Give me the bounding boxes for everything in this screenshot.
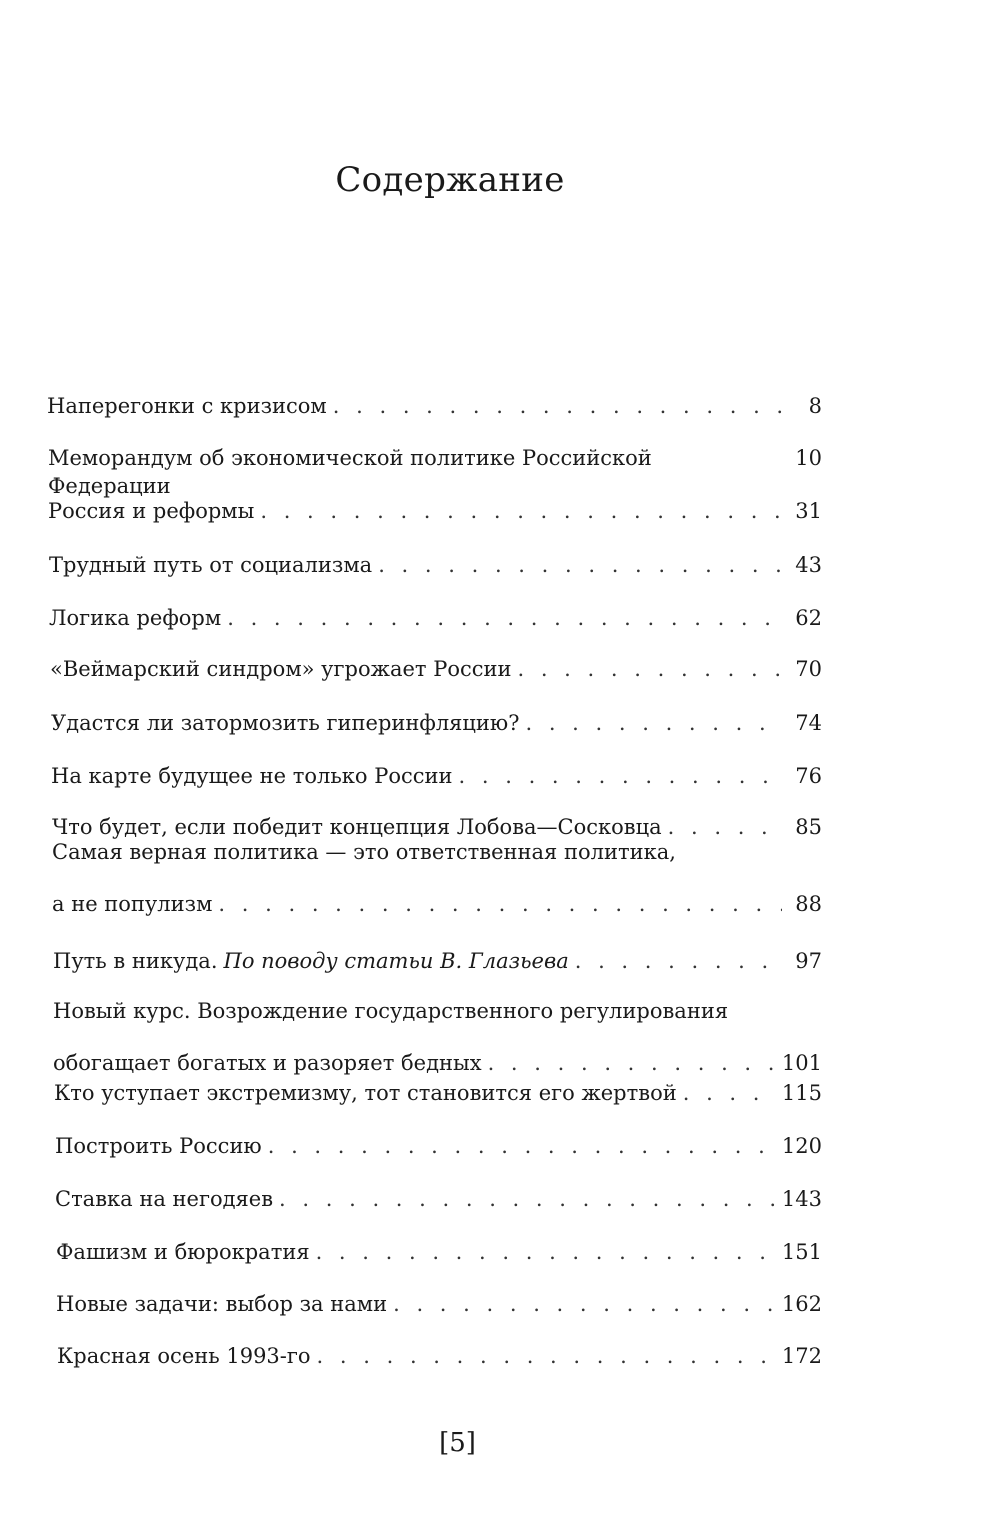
toc-entry (48, 444, 822, 500)
toc-page-number: 101 (781, 1051, 822, 1075)
toc-page-number: 62 (795, 606, 822, 630)
toc-entry (55, 1185, 822, 1213)
toc-entry-title: Путь в никуда. (53, 949, 218, 973)
toc-entry (50, 655, 822, 683)
toc-page-number: 97 (795, 949, 822, 973)
toc-page-number: 88 (795, 892, 822, 916)
dot-leader (378, 551, 782, 579)
toc-page-number: 8 (808, 394, 822, 418)
toc-entry-title: а не популизм (52, 892, 213, 916)
dot-leader (279, 1185, 776, 1213)
toc-entry (56, 1238, 822, 1266)
toc-entry-title: Наперегонки с кризисом (47, 394, 327, 418)
toc-page-number: 143 (781, 1187, 822, 1211)
toc-page-number: 31 (795, 499, 822, 523)
toc-entry (49, 604, 822, 632)
toc-entry (53, 997, 822, 1077)
toc-entry (51, 709, 822, 737)
toc-entry (51, 762, 822, 790)
toc-page-number: 85 (795, 815, 822, 839)
toc-entry-title: Ставка на негодяев (55, 1187, 274, 1211)
toc-entry-title: Красная осень 1993-го (57, 1344, 311, 1368)
toc-entry-title: Построить Россию (55, 1134, 262, 1158)
toc-entry (55, 1132, 822, 1160)
toc-entry (52, 838, 822, 918)
toc-entry-title: Удастся ли затормозить гиперинфляцию? (51, 711, 520, 735)
toc-entry (54, 1079, 822, 1107)
dot-leader (393, 1290, 776, 1318)
dot-leader (260, 497, 782, 525)
toc-page-number: 10 (795, 446, 822, 470)
toc-entry-title: Логика реформ (49, 606, 222, 630)
toc-page-number: 70 (795, 657, 822, 681)
toc-entry (48, 497, 822, 525)
page-title: Содержание (335, 160, 565, 200)
dot-leader (333, 392, 782, 420)
toc-entry (56, 1290, 822, 1318)
toc-entry-title: Новые задачи: выбор за нами (56, 1292, 388, 1316)
toc-entry-title: Что будет, если победит концепция Лобова—Сосковца (52, 815, 662, 839)
dot-leader (517, 655, 782, 683)
dot-leader (668, 813, 782, 841)
toc-page-number: 76 (795, 764, 822, 788)
toc-entry (57, 1342, 822, 1370)
dot-leader (459, 762, 782, 790)
toc-page-number: 43 (795, 553, 822, 577)
toc-page-number: 151 (781, 1240, 822, 1264)
toc-page-number: 115 (781, 1081, 822, 1105)
toc-entry-title: Самая верная политика — это ответственная политика, (52, 840, 676, 864)
toc-entry-title: Кто уступает экстремизму, тот становится его жертвой (54, 1081, 677, 1105)
page-number: [5] (439, 1428, 476, 1458)
toc-entry (52, 813, 822, 841)
toc-entry-subtitle: По поводу статьи В. Глазьева (223, 949, 569, 973)
toc-entry-title: «Веймарский синдром» угрожает России (50, 657, 512, 681)
dot-leader (683, 1079, 776, 1107)
toc-entry-title: Меморандум об экономической политике Российской Федерации (48, 446, 652, 498)
dot-leader (317, 1342, 776, 1370)
dot-leader (218, 890, 782, 918)
toc-page-number: 74 (795, 711, 822, 735)
toc-entry-title: На карте будущее не только России (51, 764, 453, 788)
toc-page-number: 172 (781, 1344, 822, 1368)
toc-entry-title: Россия и реформы (48, 499, 255, 523)
dot-leader (316, 1238, 776, 1266)
toc-page-number: 162 (781, 1292, 822, 1316)
dot-leader (488, 1049, 776, 1077)
dot-leader (268, 1132, 776, 1160)
dot-leader (525, 709, 782, 737)
dot-leader (575, 947, 782, 975)
toc-entry-title: обогащает богатых и разоряет бедных (53, 1051, 482, 1075)
toc-entry-title: Новый курс. Возрождение государственного регулирования (53, 999, 729, 1023)
toc-entry-title: Фашизм и бюрократия (56, 1240, 310, 1264)
toc-entry (53, 947, 822, 975)
toc-entry-title: Трудный путь от социализма (49, 553, 373, 577)
toc-page-number: 120 (781, 1134, 822, 1158)
toc-entry (49, 551, 822, 579)
toc-entry (47, 392, 822, 420)
dot-leader (227, 604, 782, 632)
